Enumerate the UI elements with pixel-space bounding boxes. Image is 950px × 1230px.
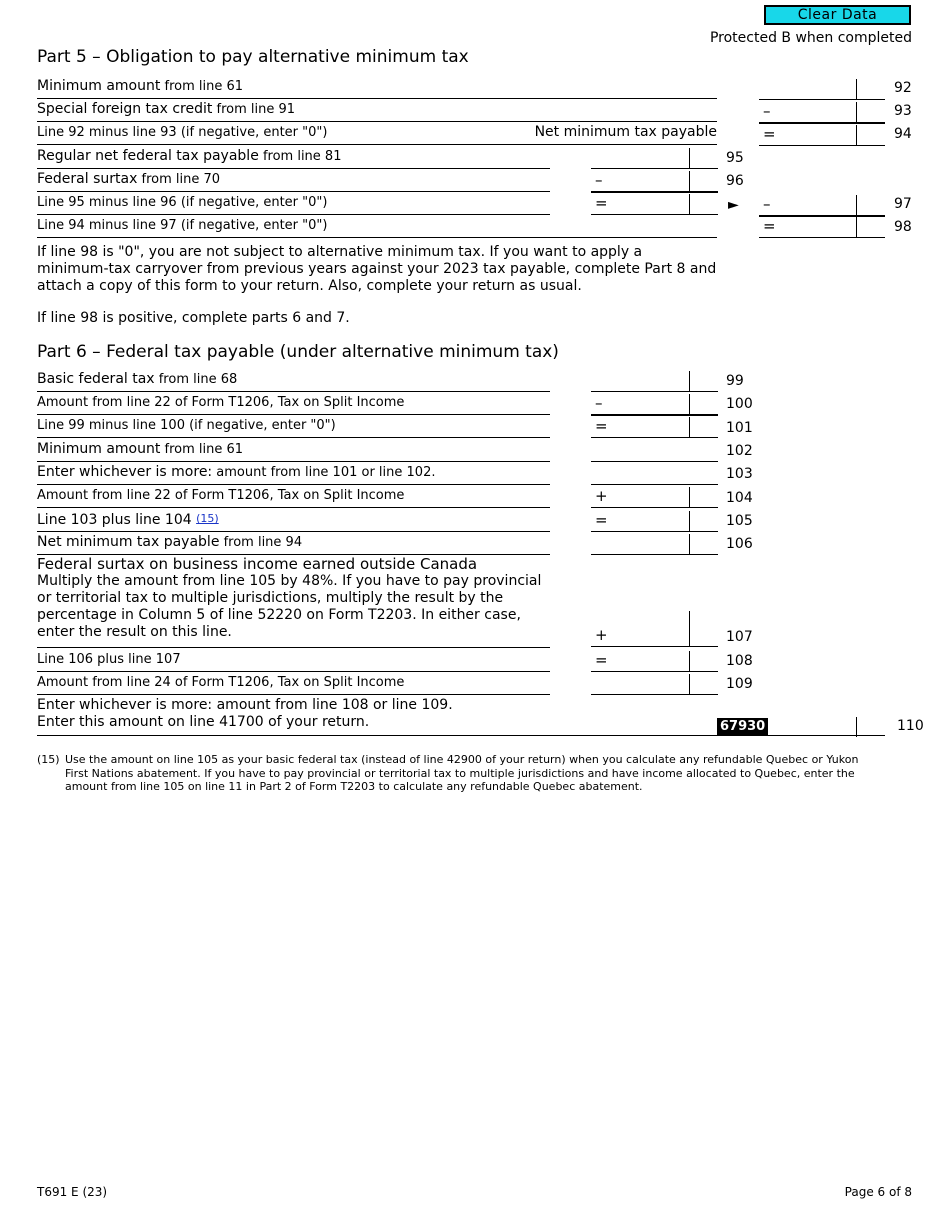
line-92-number: 92 xyxy=(894,80,912,96)
form-number: T691 E (23) xyxy=(37,1185,108,1199)
line-97-label: Line 95 minus line 96 (if negative, enter "0") xyxy=(37,192,550,215)
line-104-op: + xyxy=(595,487,608,505)
line-95-input[interactable] xyxy=(591,148,718,169)
line-96-label: Federal surtax from line 70 xyxy=(37,169,550,192)
line-101-number: 101 xyxy=(726,420,753,436)
line-92-label: Minimum amount from line 61 xyxy=(37,76,717,99)
line-95-label: Regular net federal tax payable from line 81 xyxy=(37,146,550,169)
line-100-label: Amount from line 22 of Form T1206, Tax on Split Income xyxy=(37,392,550,415)
line-109-label: Amount from line 24 of Form T1206, Tax on Split Income xyxy=(37,672,550,695)
line-110-number: 110 xyxy=(897,718,924,734)
line-99-input[interactable] xyxy=(591,371,718,392)
line-104-label: Amount from line 22 of Form T1206, Tax on Split Income xyxy=(37,485,550,508)
line-96-number: 96 xyxy=(726,173,744,189)
line-105-label: Line 103 plus line 104 (15) xyxy=(37,509,550,532)
line-102-input[interactable] xyxy=(591,441,718,462)
protected-label: Protected B when completed xyxy=(709,30,912,46)
line-99-number: 99 xyxy=(726,373,744,389)
line-105-input[interactable] xyxy=(591,511,718,532)
line-108-op: = xyxy=(595,651,608,669)
line-108-label: Line 106 plus line 107 xyxy=(37,649,550,672)
line-98-number: 98 xyxy=(894,219,912,235)
line-106-label: Net minimum tax payable from line 94 xyxy=(37,532,550,555)
line-97-left-input[interactable] xyxy=(591,194,718,215)
line-98-input[interactable] xyxy=(759,217,885,238)
part5-paragraph-2: If line 98 is positive, complete parts 6 and 7. xyxy=(37,310,350,326)
line-101-op: = xyxy=(595,417,608,435)
line-110-label: Enter whichever is more: amount from line 108 or line 109. Enter this amount on line 41700 of your return. xyxy=(37,697,885,736)
line-99-label: Basic federal tax from line 68 xyxy=(37,369,550,392)
line-110-input[interactable] xyxy=(759,717,885,737)
line-102-number: 102 xyxy=(726,443,753,459)
line-98-op: = xyxy=(763,217,776,235)
field-code-badge: 67930 xyxy=(717,718,768,735)
line-97-op2: – xyxy=(763,195,771,213)
line-93-input[interactable] xyxy=(759,102,885,124)
line-103-input[interactable] xyxy=(591,464,718,485)
line-100-op: – xyxy=(595,394,603,412)
footnote-15-link[interactable]: (15) xyxy=(196,512,219,525)
line-101-input[interactable] xyxy=(591,417,718,438)
line-101-label: Line 99 minus line 100 (if negative, enter "0") xyxy=(37,415,550,438)
line-107-number: 107 xyxy=(726,629,753,645)
part5-paragraph-1: If line 98 is "0", you are not subject to alternative minimum tax. If you want to apply a minimum-tax carryover from previous years against your 2023 tax payable, complete Part 8 and attach a copy of this form to your return. Also, complete your return as usual. xyxy=(37,244,717,294)
line-95-number: 95 xyxy=(726,150,744,166)
line-100-number: 100 xyxy=(726,396,753,412)
line-94-op: = xyxy=(763,125,776,143)
line-103-label: Enter whichever is more: amount from line 101 or line 102. xyxy=(37,462,550,485)
line-105-number: 105 xyxy=(726,513,753,529)
line-96-input[interactable] xyxy=(591,171,718,193)
line-97-number: 97 xyxy=(894,196,912,212)
line-109-input[interactable] xyxy=(591,674,718,695)
line-102-label: Minimum amount from line 61 xyxy=(37,439,550,462)
line-108-number: 108 xyxy=(726,653,753,669)
line-107-op: + xyxy=(595,626,608,644)
line-97-input[interactable] xyxy=(759,195,885,217)
part6-title: Part 6 – Federal tax payable (under alternative minimum tax) xyxy=(37,342,559,362)
line-92-input[interactable] xyxy=(759,79,885,100)
line-100-input[interactable] xyxy=(591,394,718,416)
line-108-input[interactable] xyxy=(591,651,718,672)
line-93-number: 93 xyxy=(894,103,912,119)
page-number: Page 6 of 8 xyxy=(844,1185,912,1199)
line-94-number: 94 xyxy=(894,126,912,142)
footnote-15: (15) Use the amount on line 105 as your basic federal tax (instead of line 42900 of your return) when you calculate any refundable Quebec or Yukon First Nations abatement. If you have to pay provincial or territorial tax to multiple jurisdictions and have income allocated to Quebec, enter the amount from line 105 on line 11 in Part 2 of Form T2203 to calculate any refundable Quebec abatement. xyxy=(37,753,859,793)
line-106-input[interactable] xyxy=(591,534,718,555)
line-103-number: 103 xyxy=(726,466,753,482)
line-104-number: 104 xyxy=(726,490,753,506)
arrow-icon: ► xyxy=(728,197,739,213)
part5-title: Part 5 – Obligation to pay alternative minimum tax xyxy=(37,47,469,67)
line-94-input[interactable] xyxy=(759,125,885,146)
line-93-op: – xyxy=(763,102,771,120)
line-105-op: = xyxy=(595,511,608,529)
line-93-label: Special foreign tax credit from line 91 xyxy=(37,99,717,122)
line-94-label: Line 92 minus line 93 (if negative, enter "0") Net minimum tax payable xyxy=(37,122,717,145)
line-107-input[interactable] xyxy=(591,611,718,647)
line-107-label: Federal surtax on business income earned outside Canada Multiply the amount from line 105 by 48%. If you have to pay provincial or territorial tax to multiple jurisdictions, multiply the result by the percentage in Column 5 of line 52220 on Form T2203. In either case, enter the result on this line. xyxy=(37,556,550,648)
line-109-number: 109 xyxy=(726,676,753,692)
line-98-label: Line 94 minus line 97 (if negative, enter "0") xyxy=(37,215,717,238)
line-106-number: 106 xyxy=(726,536,753,552)
line-97-op: = xyxy=(595,194,608,212)
line-96-op: – xyxy=(595,171,603,189)
clear-data-button[interactable]: Clear Data xyxy=(764,5,911,25)
line-104-input[interactable] xyxy=(591,487,718,508)
